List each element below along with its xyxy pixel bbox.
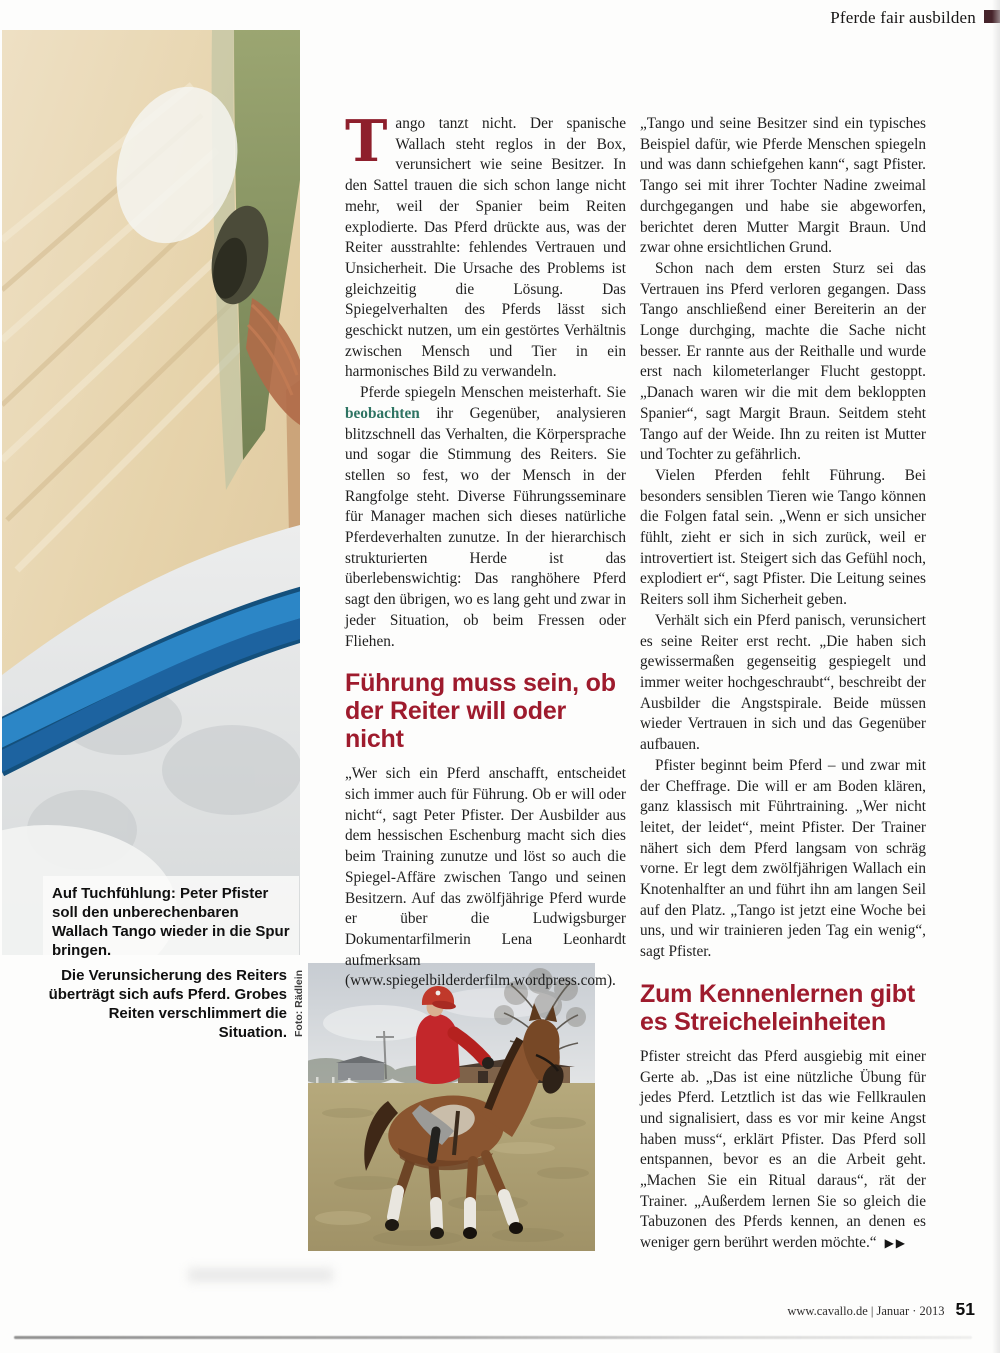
page-number: 51 <box>955 1299 975 1319</box>
horse-closeup-illustration <box>2 30 300 955</box>
keyword-highlight: beobachten <box>345 404 420 422</box>
rider-training-photo <box>308 963 595 1251</box>
footer <box>787 1299 975 1320</box>
photo-caption-right: Die Verunsicherung des Reiters überträgt sich aufs Pferd. Grobes Reiten verschlimmert die Situation. <box>48 967 287 1041</box>
footer-info: www.cavallo.de | Januar · 2013 <box>787 1304 945 1318</box>
paragraph: „Tango und seine Besitzer sind ein typisches Beispiel dafür, wie Pferde Menschen spiegeln und was dann schiefgehen kann“, sagt Pfister. Tango sei mit ihrer Tochter Nadine zweimal durchgegangen und habe sie abgeworfen, berichtet deren Mutter Margit Braun. Und zwar ohne ersichtlichen Grund. <box>640 115 926 257</box>
drop-cap: T <box>345 108 388 175</box>
page-edge-shadow <box>14 1336 972 1339</box>
paragraph: Pfister beginnt beim Pferd – und zwar mit der Cheffrage. Die will er am Boden klären, ganz klassisch mit Führtraining. „Wer nicht leitet, der leidet“, meint Pfister. Der Trainer nähert sich dem Pferd langsam von schräg vorne. Er legt dem zwölfjährigen Wallach ein Knotenhalfter an und führt ihn am langen Seil auf den Platz. „Tango ist jetzt eine Woche bei uns, und wir trainieren jeden Tag ein wenig“, sagt Pfister. <box>640 756 926 961</box>
next-page-icon: ▶▶ <box>884 1236 908 1251</box>
scan-artifact <box>188 1268 333 1282</box>
paragraph: Vielen Pferden fehlt Führung. Bei besonders sensiblen Tieren wie Tango können die Folgen fatal sein. „Wenn er sich unsicher fühlt, zieht er sich in sich zurück, weil er introvertiert ist. Steigert sich das Gefühl noch, explodiert er“, sagt Pfister. Die Leitung seines Reiters soll ihm Sicherheit geben. <box>640 466 926 609</box>
subheading-2: Zum Kennenlernen gibt es Streicheleinheiten <box>640 979 915 1036</box>
paragraph: „Wer sich ein Pferd anschafft, entscheidet sich immer auch für Führung. Ob er will oder nicht“, sagt Peter Pfister. Der Ausbilder aus dem hessischen Eschenburg macht sich dies beim Training zunutze und löst so auch die Spiegel-Affäre zwischen Tango und seinen Besitzern. Auf das zwölfjährige Pferd wurde er über die Ludwigsburger Dokumentarfilmerin Lena Leonhardt aufmerksam (www.spiegelbilderderfilm.wordpress.com). <box>345 765 626 990</box>
paragraph-lead-text: ango tanzt nicht. Der spanische Wallach steht reglos in der Box, verunsichert wie seine Besitzer. In den Sattel trauen die sich schon lange nicht mehr, weil der Spanier beim Reiten explodierte. Das Pferd drückte aus, was der Reiter ausstrahlte: fehlendes Vertrauen und Unsicherheit. Die Ursache des Problems ist gleichzeitig die Lösung. Das Spiegelverhalten des Pferds lässt sich geschickt nutzen, um ein gestörtes Verhältnis zwischen Mensch und Tier in ein harmonisches Bild zu verwandeln. <box>345 115 626 381</box>
header-section-title: Pferde fair ausbilden <box>830 8 976 27</box>
paragraph-last: Pfister streicht das Pferd ausgiebig mit einer Gerte ab. „Das ist eine nützliche Übung für jedes Pferd. Letztlich ist das wie Fellkraulen und signalisiert, dass es vor mir keine Angst haben muss“, erklärt Pfister. Das Pferd soll entspannen, bevor es an die Arbeit geht. „Machen Sie ein Ritual daraus“, rät der Trainer. „Außerdem lernen Sie so gleich die Tabuzonen des Pferds kennen, an denen es weniger gern berührt werden möchte.“ ▶▶ <box>640 1047 926 1252</box>
paragraph: Schon nach dem ersten Sturz sei das Vertrauen ins Pferd verloren gegangen. Dass Tango anschließend einer Bereiterin an der Longe durchging, machte die Sache nicht besser. Er rannte aus der Reithalle und wurde erst nach kilometerlanger Flucht gestoppt. „Danach waren wir die mit dem bekloppten Spanier“, sagt Margit Braun. Seitdem steht Tango auf der Weide. Ihn zu reiten ist Mutter und Tochter zu gefährlich. <box>640 259 926 464</box>
paragraph-lead <box>345 108 626 383</box>
subheading-1: Führung muss sein, ob der Reiter will oder nicht <box>345 669 616 754</box>
paragraph: Pferde spiegeln Menschen meisterhaft. Sie beobachten ihr Gegenüber, analysieren blitzschnell das Verhalten, die Körpersprache und sogar die Stimmung des Reiters. Sie stellen so fest, wo der Mensch in der Rangfolge steht. Diverse Führungsseminare für Manager machen sich dieses natürliche Pferdeverhalten zunutze. In der hierarchisch strukturierten Herde ist das überlebenswichtig: Das ranghöhere Pferd sagt den übrigen, wo es lang geht und zwar in jeder Situation, ob beim Fressen oder Fliehen. <box>345 384 626 650</box>
page-edge-right-shadow <box>992 0 1000 1353</box>
paragraph: Verhält sich ein Pferd panisch, verunsichert es seine Reiter erst recht. „Die haben sich gewissermaßen gegenseitig gespiegelt und immer weiter hochgeschraubt“, beschreibt der Ausbilder die Angstspirale. Beide müssen wieder Vertrauen in sich und das Gegenüber aufbauen. <box>640 611 926 754</box>
article-column-2 <box>640 114 926 1254</box>
rider-training-illustration <box>308 963 595 1251</box>
horse-closeup-photo <box>2 30 300 955</box>
photo-caption-overlay: Auf Tuchfühlung: Peter Pfister soll den unberechenbaren Wallach Tango wieder in die Spur bringen. <box>43 876 299 968</box>
article-column-1 <box>345 108 626 992</box>
photo-credit: Foto: Rädlein <box>293 969 305 1037</box>
